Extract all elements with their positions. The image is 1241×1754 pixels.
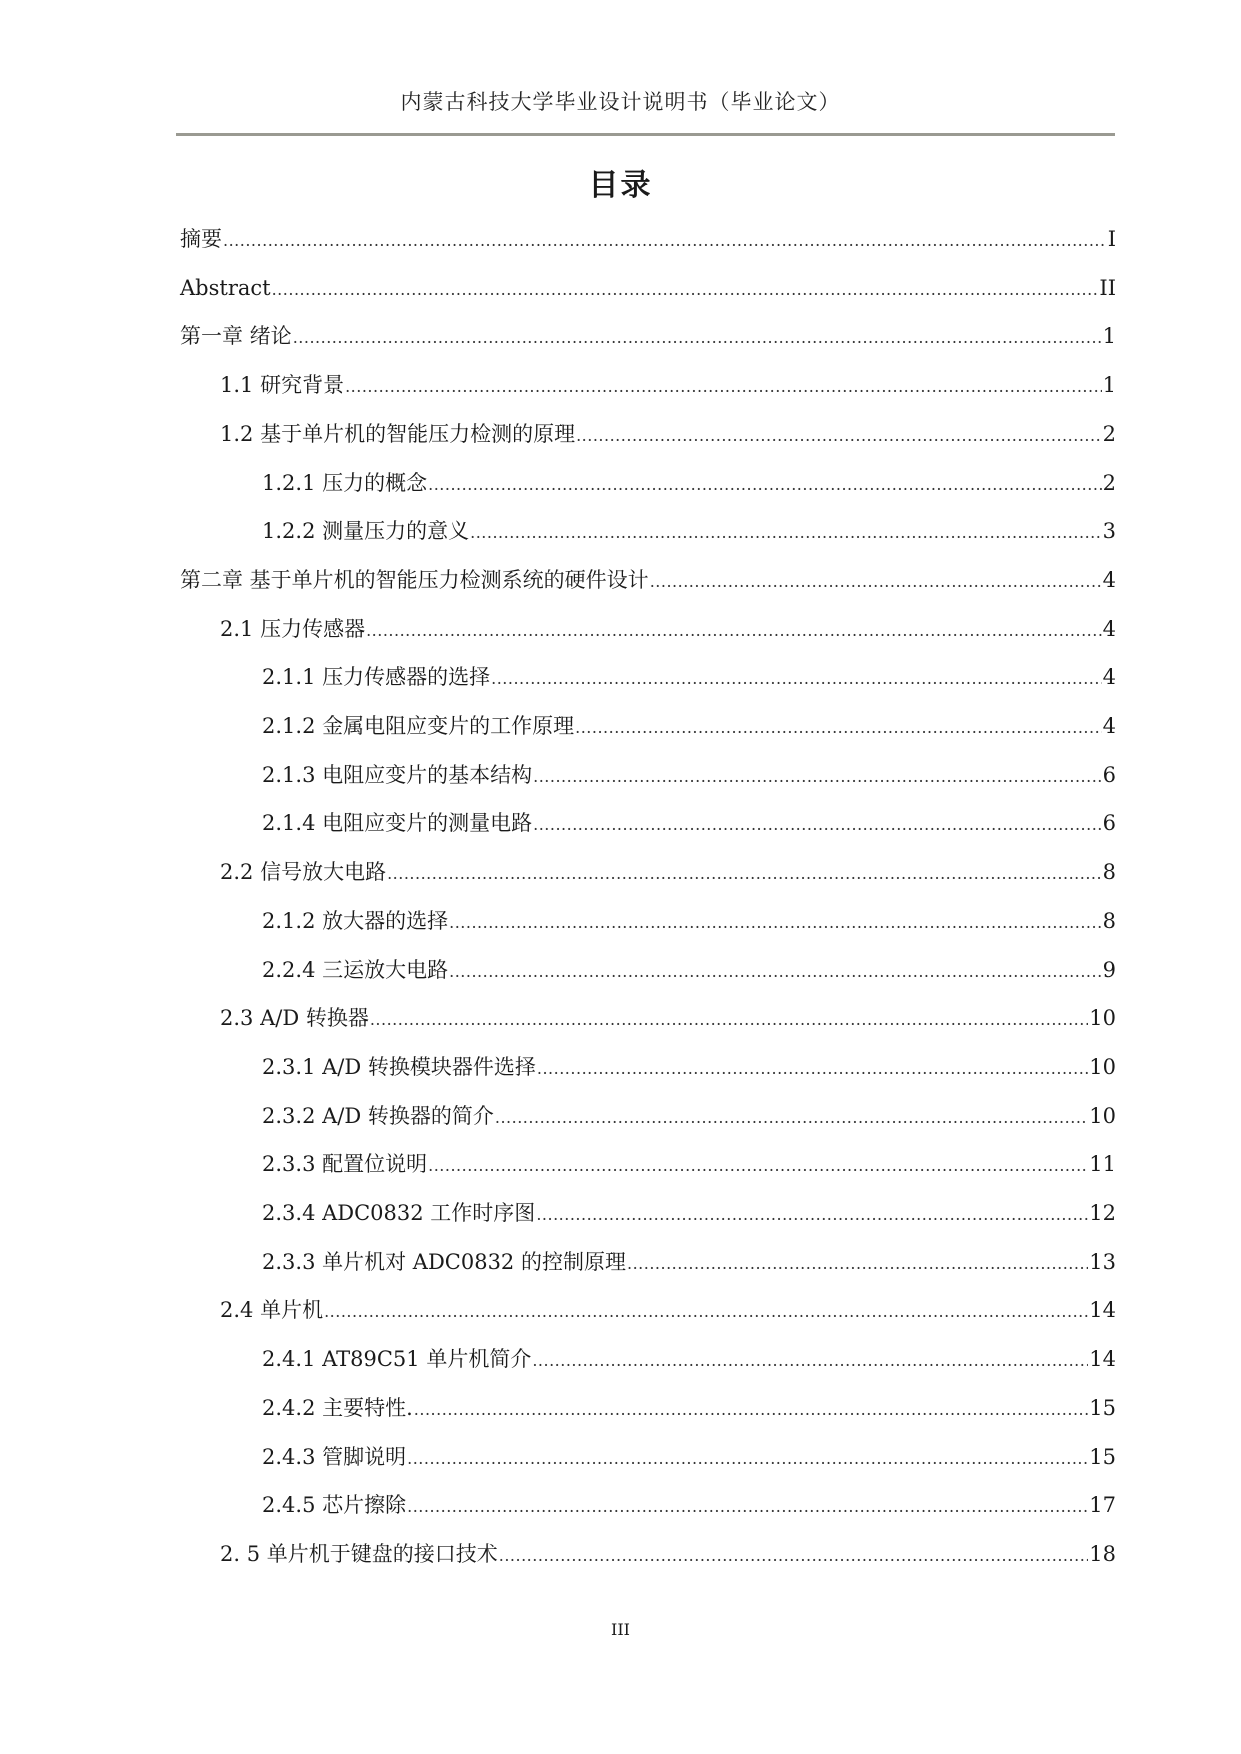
toc-entry-label: 2.4.3 管脚说明 bbox=[262, 1445, 407, 1469]
toc-entry[interactable] bbox=[262, 906, 1116, 936]
dot-leader bbox=[533, 810, 1102, 840]
toc-entry-label: 2.1.2 放大器的选择 bbox=[262, 909, 449, 933]
toc-entry[interactable] bbox=[262, 1198, 1116, 1228]
toc-entry[interactable] bbox=[262, 1490, 1116, 1520]
toc-entry[interactable] bbox=[180, 321, 1116, 351]
toc-entry-page: I bbox=[1107, 227, 1116, 251]
toc-entry-label: 2.3.3 配置位说明 bbox=[262, 1152, 428, 1176]
toc-entry-page: 18 bbox=[1089, 1542, 1116, 1566]
toc-entry-page: 11 bbox=[1089, 1152, 1116, 1176]
toc-entry-page: 6 bbox=[1102, 763, 1116, 787]
dot-leader bbox=[491, 664, 1102, 694]
toc-entry[interactable] bbox=[180, 224, 1116, 254]
toc-entry-label: 2.3.2 A/D 转换器的简介 bbox=[262, 1104, 494, 1128]
toc-entry[interactable] bbox=[262, 711, 1116, 741]
toc-entry-label: 2.3.3 单片机对 ADC0832 的控制原理 bbox=[262, 1250, 626, 1274]
dot-leader bbox=[223, 226, 1107, 256]
toc-entry-label: Abstract bbox=[180, 276, 271, 300]
toc-entry[interactable] bbox=[220, 419, 1116, 449]
toc-entry[interactable] bbox=[262, 1052, 1116, 1082]
dot-leader bbox=[414, 1395, 1088, 1425]
page-number: III bbox=[611, 1620, 630, 1639]
toc-entry[interactable] bbox=[262, 468, 1116, 498]
dot-leader bbox=[650, 567, 1102, 597]
toc-title: 目录 bbox=[588, 168, 653, 203]
toc-entry[interactable] bbox=[220, 1539, 1116, 1569]
toc-entry-label: 2.4 单片机 bbox=[220, 1298, 324, 1322]
toc-entry-page: 15 bbox=[1089, 1396, 1116, 1420]
toc-entry-page: 9 bbox=[1102, 958, 1116, 982]
dot-leader bbox=[533, 762, 1102, 792]
toc-entry-label: 1.2 基于单片机的智能压力检测的原理 bbox=[220, 422, 576, 446]
toc-entry-label: 第一章 绪论 bbox=[180, 324, 292, 348]
toc-entry[interactable] bbox=[262, 1149, 1116, 1179]
toc-entry-label: 2.1.2 金属电阻应变片的工作原理 bbox=[262, 714, 575, 738]
dot-leader bbox=[370, 1005, 1088, 1035]
toc-entry[interactable] bbox=[262, 955, 1116, 985]
toc-entry-page: 15 bbox=[1089, 1445, 1116, 1469]
toc-entry-page: 10 bbox=[1089, 1006, 1116, 1030]
toc-entry[interactable] bbox=[262, 1101, 1116, 1131]
dot-leader bbox=[495, 1103, 1088, 1133]
toc-entry[interactable] bbox=[262, 760, 1116, 790]
dot-leader bbox=[499, 1541, 1089, 1571]
toc-entry[interactable] bbox=[180, 273, 1116, 303]
toc-entry[interactable] bbox=[220, 1003, 1116, 1033]
toc-entry[interactable] bbox=[262, 1393, 1116, 1423]
dot-leader bbox=[537, 1054, 1088, 1084]
toc-entry-page: 1 bbox=[1102, 324, 1116, 348]
toc-entry-page: 17 bbox=[1089, 1493, 1116, 1517]
dot-leader bbox=[387, 859, 1102, 889]
dot-leader bbox=[407, 1492, 1088, 1522]
dot-leader bbox=[293, 323, 1102, 353]
toc-entry-page: 12 bbox=[1089, 1201, 1116, 1225]
toc-entry-label: 2.1.3 电阻应变片的基本结构 bbox=[262, 763, 533, 787]
dot-leader bbox=[345, 372, 1102, 402]
toc-entry-page: 4 bbox=[1102, 617, 1116, 641]
toc-entry-page: II bbox=[1099, 276, 1116, 300]
toc-entry-label: 2.4.2 主要特性. bbox=[262, 1396, 413, 1420]
toc-entry-label: 第二章 基于单片机的智能压力检测系统的硬件设计 bbox=[180, 568, 649, 592]
running-header: 内蒙古科技大学毕业设计说明书（毕业论文） bbox=[400, 90, 841, 114]
toc-entry[interactable] bbox=[220, 857, 1116, 887]
toc-entry[interactable] bbox=[220, 614, 1116, 644]
dot-leader bbox=[627, 1249, 1088, 1279]
toc-entry[interactable] bbox=[220, 1295, 1116, 1325]
toc-entry[interactable] bbox=[262, 1247, 1116, 1277]
toc-entry-page: 6 bbox=[1102, 811, 1116, 835]
toc-entry-page: 13 bbox=[1089, 1250, 1116, 1274]
toc-entry[interactable] bbox=[220, 370, 1116, 400]
dot-leader bbox=[366, 616, 1102, 646]
toc-entry-label: 1.2.1 压力的概念 bbox=[262, 471, 428, 495]
dot-leader bbox=[272, 275, 1099, 305]
dot-leader bbox=[324, 1297, 1088, 1327]
toc-entry-page: 4 bbox=[1102, 665, 1116, 689]
dot-leader bbox=[449, 908, 1102, 938]
toc-entry[interactable] bbox=[262, 1442, 1116, 1472]
toc-entry-label: 2.4.5 芯片擦除 bbox=[262, 1493, 407, 1517]
toc-entry-label: 2.2.4 三运放大电路 bbox=[262, 958, 449, 982]
dot-leader bbox=[407, 1444, 1088, 1474]
toc-entry[interactable] bbox=[262, 808, 1116, 838]
toc-entry-label: 2.2 信号放大电路 bbox=[220, 860, 387, 884]
dot-leader bbox=[428, 470, 1102, 500]
toc-entry[interactable] bbox=[262, 662, 1116, 692]
toc-entry-page: 4 bbox=[1102, 714, 1116, 738]
dot-leader bbox=[470, 518, 1102, 548]
dot-leader bbox=[576, 421, 1102, 451]
toc-entry[interactable] bbox=[180, 565, 1116, 595]
toc-entry-label: 1.1 研究背景 bbox=[220, 373, 345, 397]
toc-entry-page: 2 bbox=[1102, 471, 1116, 495]
toc-entry-label: 2.3 A/D 转换器 bbox=[220, 1006, 369, 1030]
toc-entry-page: 4 bbox=[1102, 568, 1116, 592]
toc-entry-page: 10 bbox=[1089, 1055, 1116, 1079]
toc-entry-page: 14 bbox=[1089, 1347, 1116, 1371]
toc-entry-label: 2.4.1 AT89C51 单片机简介 bbox=[262, 1347, 532, 1371]
toc-entry-label: 2. 5 单片机于键盘的接口技术 bbox=[220, 1542, 498, 1566]
dot-leader bbox=[428, 1151, 1088, 1181]
toc-entry-page: 3 bbox=[1102, 519, 1116, 543]
dot-leader bbox=[575, 713, 1102, 743]
toc-entry-page: 2 bbox=[1102, 422, 1116, 446]
toc-entry-page: 10 bbox=[1089, 1104, 1116, 1128]
toc-entry-page: 8 bbox=[1102, 860, 1116, 884]
toc-entry-label: 2.3.1 A/D 转换模块器件选择 bbox=[262, 1055, 536, 1079]
toc-entry-page: 8 bbox=[1102, 909, 1116, 933]
toc-entry-label: 2.1 压力传感器 bbox=[220, 617, 366, 641]
toc-entry-label: 2.1.1 压力传感器的选择 bbox=[262, 665, 491, 689]
toc-entry-label: 1.2.2 测量压力的意义 bbox=[262, 519, 470, 543]
toc-entry-page: 14 bbox=[1089, 1298, 1116, 1322]
dot-leader bbox=[449, 957, 1102, 987]
dot-leader bbox=[532, 1346, 1088, 1376]
toc-entry-label: 2.1.4 电阻应变片的测量电路 bbox=[262, 811, 533, 835]
toc-entry-label: 2.3.4 ADC0832 工作时序图 bbox=[262, 1201, 536, 1225]
dot-leader bbox=[536, 1200, 1088, 1230]
toc-entry-label: 摘要 bbox=[180, 227, 222, 251]
toc-entry-page: 1 bbox=[1102, 373, 1116, 397]
toc-entry[interactable] bbox=[262, 516, 1116, 546]
toc-entry[interactable] bbox=[262, 1344, 1116, 1374]
